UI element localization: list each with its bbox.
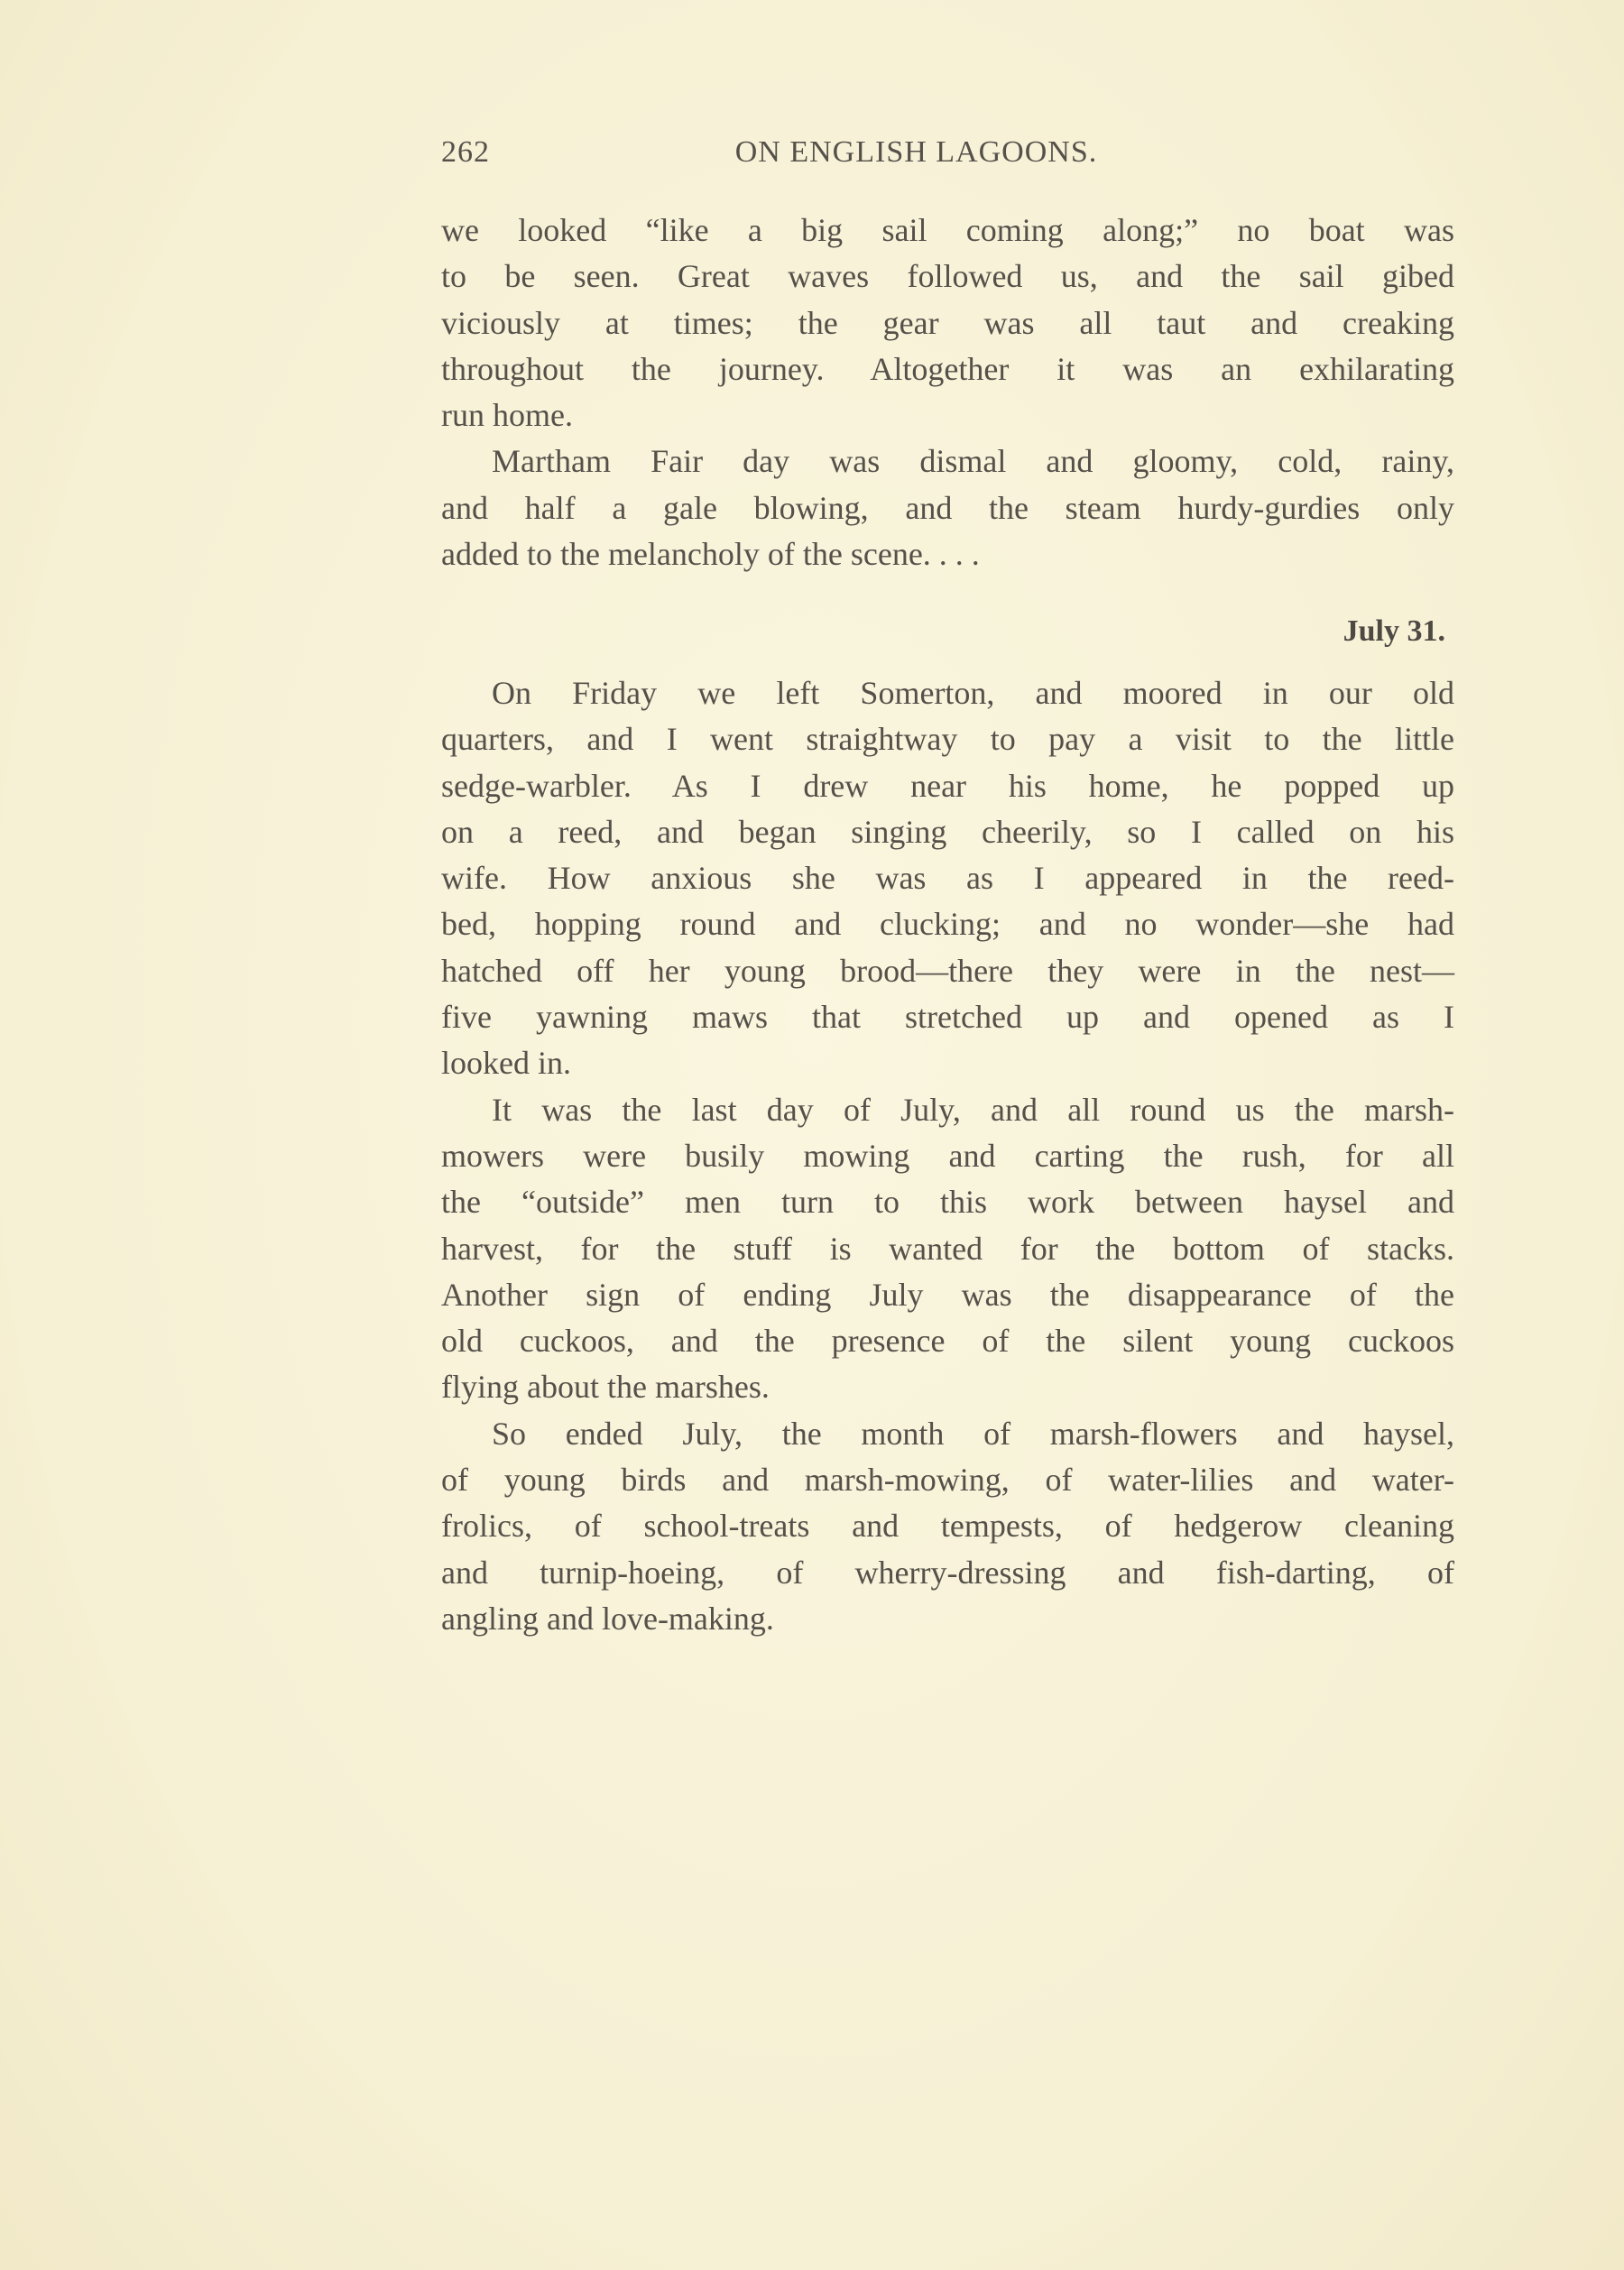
- text-line: and turnip-hoeing, of wherry-dressing and fish-darting, of: [441, 1554, 1454, 1591]
- paragraph: [441, 1087, 1454, 1411]
- text-line: bed, hopping round and clucking; and no wonder—she had: [441, 906, 1454, 943]
- text-line: throughout the journey. Altogether it was an exhilarating: [441, 350, 1454, 387]
- text-line: hatched off her young brood—there they were in the nest—: [441, 952, 1454, 989]
- paragraph: [441, 438, 1454, 577]
- text-line: wife. How anxious she was as I appeared in the reed-: [441, 860, 1454, 897]
- text-line: On Friday we left Somerton, and moored in our old: [492, 674, 1454, 711]
- date-heading-block: [441, 577, 1454, 670]
- running-title: ON ENGLISH LAGOONS.: [734, 135, 1098, 169]
- text-line: Martham Fair day was dismal and gloomy, cold, rainy,: [492, 443, 1454, 480]
- paragraph: [441, 1411, 1454, 1642]
- text-line: It was the last day of July, and all round us the marsh-: [492, 1091, 1454, 1128]
- text-line: flying about the marshes.: [441, 1369, 770, 1406]
- text-line: run home.: [441, 397, 573, 434]
- text-line: mowers were busily mowing and carting the rush, for all: [441, 1137, 1454, 1174]
- text-line: frolics, of school-treats and tempests, of hedgerow cleaning: [441, 1508, 1454, 1545]
- text-line: to be seen. Great waves followed us, and the sail gibed: [441, 258, 1454, 295]
- text-line: sedge-warbler. As I drew near his home, he popped up: [441, 767, 1454, 804]
- text-line: Another sign of ending July was the disappearance of the: [441, 1276, 1454, 1313]
- text-line: we looked “like a big sail coming along;” no boat was: [441, 212, 1454, 248]
- text-line: and half a gale blowing, and the steam hurdy-gurdies only: [441, 489, 1454, 526]
- page-header: [441, 135, 1454, 182]
- text-line: looked in.: [441, 1045, 571, 1082]
- text-line: harvest, for the stuff is wanted for the bottom of stacks.: [441, 1230, 1454, 1267]
- text-line: the “outside” men turn to this work between haysel and: [441, 1184, 1454, 1221]
- text-line: five yawning maws that stretched up and opened as I: [441, 999, 1454, 1036]
- text-line: So ended July, the month of marsh-flowers and haysel,: [492, 1415, 1454, 1452]
- body-text: [441, 208, 1454, 1642]
- paragraph: [441, 670, 1454, 1087]
- text-line: of young birds and marsh-mowing, of water-lilies and water-: [441, 1462, 1454, 1499]
- text-line: added to the melancholy of the scene. . . .: [441, 536, 980, 573]
- text-line: on a reed, and began singing cheerily, so I called on his: [441, 813, 1454, 850]
- paragraph: [441, 208, 1454, 438]
- page-number: 262: [441, 135, 490, 169]
- text-line: viciously at times; the gear was all taut and creaking: [441, 304, 1454, 341]
- text-line: quarters, and I went straightway to pay a visit to the little: [441, 721, 1454, 758]
- date-heading: July 31.: [1343, 614, 1445, 649]
- text-line: old cuckoos, and the presence of the silent young cuckoos: [441, 1323, 1454, 1360]
- text-line: angling and love-making.: [441, 1600, 774, 1637]
